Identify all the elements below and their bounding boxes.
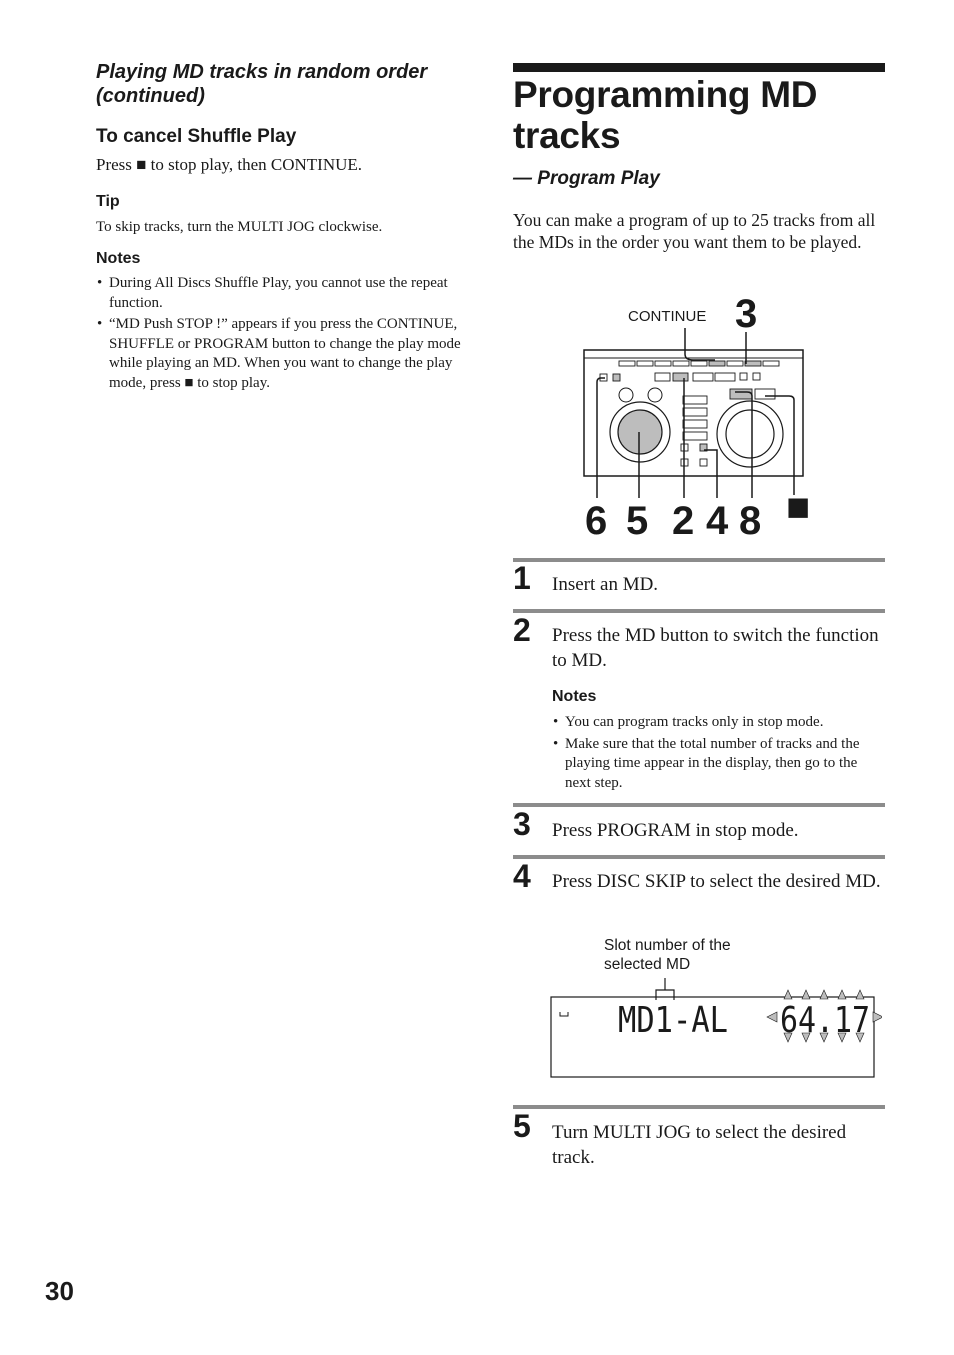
step-1-number: 1: [513, 560, 531, 596]
section-title: Playing MD tracks in random order (continued): [96, 61, 428, 107]
step-4-text: Press DISC SKIP to select the desired MD.: [552, 871, 881, 892]
callout-number-5: 5: [626, 499, 649, 542]
left-notes-list: [96, 274, 462, 393]
list-item: • “MD Push STOP !” appears if you press the CONTINUE, SHUFFLE or PROGRAM button to change the play mode while playing an MD. When you want to change the play mode, press ■ to stop play.: [97, 316, 461, 391]
callout-number-6: 6: [585, 499, 608, 542]
notes-heading: Notes: [96, 250, 141, 267]
top-button-row: [619, 361, 779, 366]
volume-knob: [726, 410, 774, 458]
intro-text: You can make a program of up to 25 tracks from all the MDs in the order you want them to be played.: [513, 210, 876, 252]
slot-number-callout: Slot number of the selected MD: [604, 937, 731, 973]
cancel-shuffle-text: Press ■ to stop play, then CONTINUE.: [96, 155, 363, 174]
step-1-text: Insert an MD.: [552, 574, 659, 595]
step-5-rule: [513, 1105, 885, 1109]
step-4-number: 4: [513, 858, 531, 894]
step-3-rule: [513, 803, 885, 807]
step-5-text: Turn MULTI JOG to select the desired track.: [552, 1122, 847, 1168]
title-bar: [513, 63, 885, 72]
step-4-rule: [513, 855, 885, 859]
callout-number-2: 2: [672, 499, 695, 542]
step-2-rule: [513, 609, 885, 613]
cancel-shuffle-heading: To cancel Shuffle Play: [96, 126, 297, 147]
stop-symbol: ■: [786, 485, 811, 529]
page-number: 30: [45, 1276, 74, 1306]
display-disc-text: MD1-AL: [618, 1000, 728, 1041]
step-3-number: 3: [513, 806, 531, 842]
step-2-notes-heading: Notes: [552, 688, 597, 705]
step-2-notes-list: [552, 713, 877, 793]
multi-jog-knob: [618, 410, 662, 454]
display-time-text: 64.17: [780, 1000, 870, 1041]
step-2-text: Press the MD button to switch the function to MD.: [552, 625, 879, 671]
step-3-text: Press PROGRAM in stop mode.: [552, 820, 799, 841]
callout-number-4: 4: [706, 499, 729, 542]
step-2-number: 2: [513, 612, 531, 648]
step-5-number: 5: [513, 1108, 531, 1144]
skip-forward-button: [648, 388, 662, 402]
continue-label: CONTINUE: [628, 308, 707, 325]
step-1-rule: [513, 558, 885, 562]
callout-number-3: 3: [735, 292, 758, 336]
skip-back-button: [619, 388, 633, 402]
page-subtitle: — Program Play: [513, 168, 660, 189]
tip-heading: Tip: [96, 193, 120, 210]
page-title: Programming MD tracks: [513, 74, 818, 156]
device-figure: [575, 292, 820, 542]
callout-number-8: 8: [739, 499, 762, 542]
list-item: • Make sure that the total number of tracks and the playing time appear in the display, then go to the next step.: [553, 735, 860, 791]
display-figure: [548, 976, 882, 1082]
list-item: • During All Discs Shuffle Play, you cannot use the repeat function.: [97, 275, 448, 311]
list-item: • You can program tracks only in stop mode.: [553, 714, 824, 730]
tip-text: To skip tracks, turn the MULTI JOG clockwise.: [96, 219, 383, 235]
